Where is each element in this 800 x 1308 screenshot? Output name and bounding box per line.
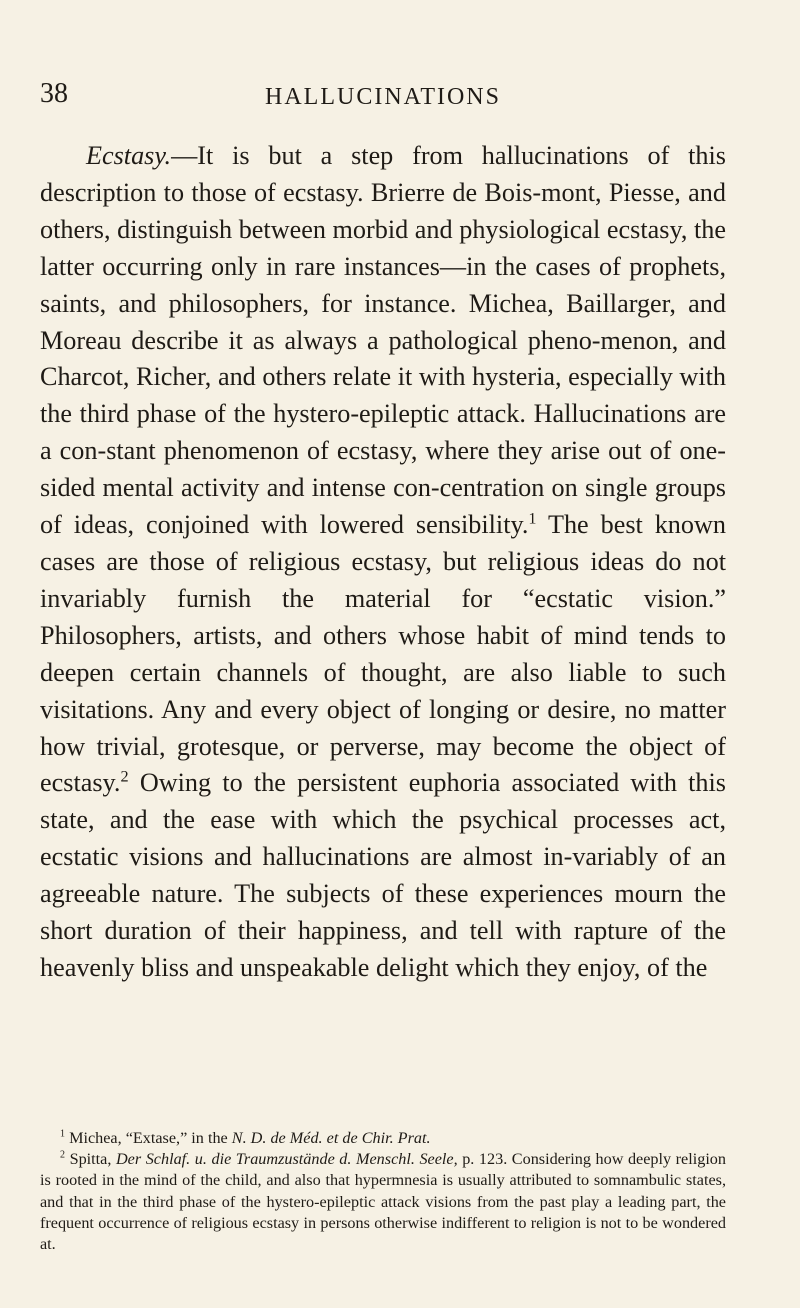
page-number: 38 — [40, 78, 68, 109]
page-header — [40, 78, 726, 118]
footnote-marker-1: 1 — [60, 1128, 66, 1140]
footnote-1-text: Michea, “Extase,” in the — [65, 1129, 232, 1147]
paragraph-text-1: —It is but a step from hallucinations of this description to those of ecstasy. Brierre de Bois-mont, Piesse, and others, distinguish between morbid and physiological ecstasy, the latter occurring only in rare instances—in the cases of prophets, saints, and philosophers, for instance. Michea, Baillarger, and Moreau describe it as always a pathological pheno-menon, and Charcot, Richer, and others relate it with hysteria, especially with the third phase of the hystero-epileptic attack. Hallucinations are a con-stant phenomenon of ecstasy, where they arise out of one-sided mental activity and intense con-centration on single groups of ideas, conjoined with lowered sensibility. — [40, 141, 726, 540]
paragraph-text-2: The best known cases are those of religious ecstasy, but religious ideas do not invariably furnish the material for “ecstatic vision.” Philosophers, artists, and others whose habit of mind tends to deepen certain channels of thought, are also liable to such visitations. Any and every object of longing or desire, no matter how trivial, grotesque, or perverse, may become the object of ecstasy. — [40, 510, 726, 798]
running-head: HALLUCINATIONS — [265, 84, 501, 110]
paragraph — [40, 138, 726, 987]
footnote-2-text: p. 123. Considering how deeply religion is rooted in the mind of the child, and also that hypermnesia is usually attributed to somnambulic states, and that in the third phase of the hystero-epileptic attack visions from the past play a leading part, the frequent occurrence of religious ecstasy in persons otherwise indifferent to religion is not to be wondered at. — [40, 1150, 726, 1254]
footnote-2-author: Spitta, — [65, 1150, 116, 1169]
footnote-ref-2: 2 — [120, 767, 129, 786]
footnote-marker-2: 2 — [60, 1149, 66, 1161]
footnote-1-source: N. D. de Méd. et de Chir. Prat. — [231, 1129, 431, 1147]
footnote-2-source: Der Schlaf. u. die Traumzustände d. Menschl. Seele, — [115, 1150, 458, 1169]
section-title: Ecstasy. — [86, 141, 172, 170]
body-text — [40, 138, 726, 987]
paragraph-text-3: Owing to the persistent euphoria associated with this state, and the ease with which the psychical processes act, ecstatic visions and hallucinations are almost in-variably of an agreeable nature. The subjects of these experiences mourn the short duration of their happiness, and tell with rapture of the heavenly bliss and unspeakable delight which they enjoy, of the — [40, 768, 726, 982]
footnote-ref-1: 1 — [528, 509, 537, 528]
footnotes — [40, 1128, 726, 1255]
footnote-2 — [40, 1149, 726, 1255]
footnote-1 — [40, 1128, 726, 1149]
